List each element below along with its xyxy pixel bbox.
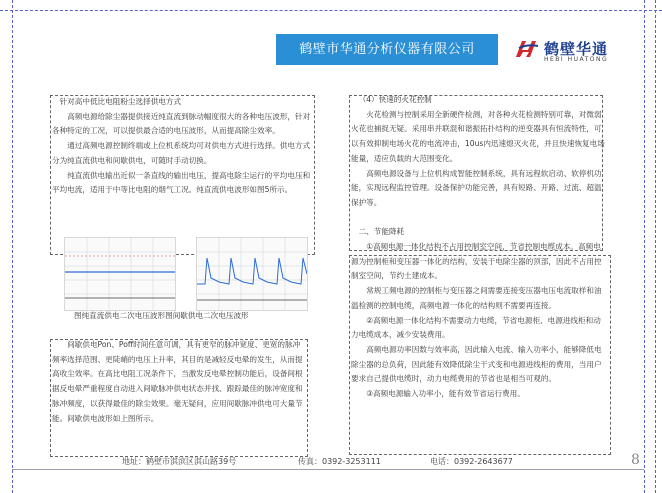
margin-guide-left xyxy=(12,0,13,493)
left-section-title: 针对高中低比电阻粉尘选择供电方式 xyxy=(59,97,182,106)
right-paragraph-1: 火花检测与控制采用全新硬件检测，对各种火花检测特别可靠，对微弱火花也捕捉无疑。采用串并联混和谐振拓扑结构的逆变器具有恒流特性，可以有效抑制电场火花的电流冲击，10us内迅速熄灭火花，并且快速恢复电场能量，适应负载的大范围变化。 xyxy=(351,109,605,163)
section2-title: 二、节能降耗 xyxy=(358,227,405,237)
footer-phone: 电话：0392-2643677 xyxy=(430,457,513,466)
right-paragraph-7: ③高频电源输入功率小，能有效节省运行费用。 xyxy=(366,389,525,399)
right-column xyxy=(351,93,608,402)
footer-rule xyxy=(12,469,644,470)
bleed-guide-right xyxy=(655,0,656,493)
logo-mark-icon xyxy=(514,38,540,60)
right-paragraph-4: 常规工频电源的控制柜与变压器之间需要连接变压器电压电流取样和油温检测的控制电缆，高频电源一体化的结构则不需要再连接。 xyxy=(351,286,602,310)
spacer xyxy=(351,211,608,226)
logo-name-cn: 鹤壁华通 xyxy=(544,40,609,58)
page-number: 8 xyxy=(631,452,640,468)
company-banner: 鹤壁市华通分析仪器有限公司 xyxy=(276,34,498,65)
margin-guide-top xyxy=(0,10,662,11)
right-paragraph-2: 高频电源设备与上位机构成智能控制系统，具有远程软启动、软停机功能，实现远程监控管理。设备保护功能完善，具有短路、开路、过流、超温保护等。 xyxy=(351,168,602,207)
footer-address: 地址：鹤壁市淇滨区淇山路39号 xyxy=(122,457,237,466)
figure-caption: 图纯直流供电二次电压波形图间歇供电二次电压波形 xyxy=(74,311,249,320)
left-column-top xyxy=(52,95,314,198)
left-paragraph-2: 通过高频电源控制终端或上位机系统均可对供电方式进行选择。供电方式分为纯直流供电和间歇供电，可随时手动切换。 xyxy=(52,141,311,165)
margin-guide-right xyxy=(644,0,645,493)
left-paragraph-1: 高频电源给除尘器提供接近纯直流到脉动幅度很大的各种电压波形，针对各种特定的工况，可以提供最合适的电压波形，从而提高除尘效率。 xyxy=(52,111,311,136)
right-paragraph-3: ①高频电源一体化结构不占用控制室空间，节省控制电缆成本。高频电源为控制柜和变压器一体化的结构，安装于电除尘器的顶部，因此不占用控制室空间，节约土建成本。 xyxy=(351,242,602,281)
left-column-bottom xyxy=(52,338,307,426)
left-paragraph-3: 纯直流供电输出近似一条直线的输出电压，提高电除尘运行的平均电压和平均电流，适用于中等比电阻的烟气工况。纯直流供电波形如图5所示。 xyxy=(52,170,311,195)
logo-name-en: HEBI HUATONG xyxy=(544,56,609,63)
left-paragraph-4: 间歇供电Pon、Poff时间任意可调，具有更窄的脉冲宽度、更宽的脉冲频率选择范围、更陡峭的电压上升率，其目的是减轻反电晕的发生，从而提高收尘效率。在高比电阻工况条件下，当激发反电晕控制功能后，设备间根据反电晕严重程度自动进入间歇脉冲供电状态并找、跟踪最佳的脉冲宽度和脉冲频度，以获得最佳的除尘效果。毫无疑问，应用间歇脉冲供电可大量节能。间歇供电波形如上图所示。 xyxy=(52,340,303,423)
section4-title: （4）快速的火花控制 xyxy=(358,95,432,104)
footer-fax: 传真：0392-3253111 xyxy=(298,457,381,466)
right-paragraph-6: 高频电源功率因数与效率高，因此输入电流、输入功率小，能够降低电除尘器的总负荷，因此能有效降低除尘干式变和电源进线柜的费用，当用户要求自己提供电缆时，动力电缆费用的节省也是相当可观的。 xyxy=(351,344,602,384)
intermittent-voltage-waveform-image xyxy=(196,237,308,311)
right-paragraph-5: ②高频电源一体化结构不需要动力电缆，节省电源柜、电源进线柜和动力电缆成本，减少安装费用。 xyxy=(351,315,601,340)
dc-voltage-waveform-image xyxy=(64,237,176,311)
company-logo xyxy=(514,36,614,66)
